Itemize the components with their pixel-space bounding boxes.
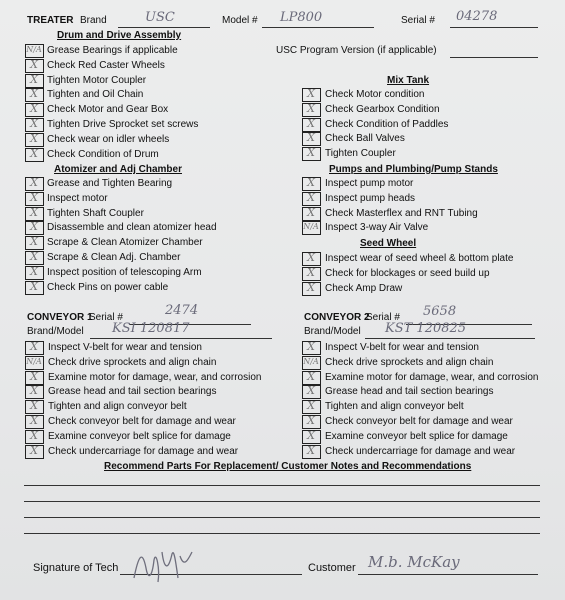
checkbox-mark: X bbox=[307, 369, 315, 383]
checkbox-mark: X bbox=[30, 220, 38, 234]
atomizer-item-label: Tighten Shaft Coupler bbox=[47, 207, 144, 219]
notes-line[interactable] bbox=[24, 517, 540, 518]
checkbox-mark: X bbox=[30, 250, 38, 263]
checkbox-mark: X bbox=[307, 443, 315, 457]
drum-item-label: Tighten Motor Coupler bbox=[47, 74, 147, 86]
model-value: LP800 bbox=[280, 10, 323, 25]
pumps-checkbox[interactable] bbox=[302, 192, 322, 205]
mix_tank-checkbox[interactable] bbox=[302, 118, 322, 131]
checkbox-mark: X bbox=[307, 87, 315, 100]
mix_tank-item-label: Tighten Coupler bbox=[325, 148, 396, 160]
conveyor1-item-label: Tighten and align conveyor belt bbox=[48, 401, 187, 413]
notes-line[interactable] bbox=[24, 485, 540, 486]
atomizer-item-label: Inspect position of telescoping Arm bbox=[47, 266, 202, 278]
checkbox-mark: X bbox=[30, 264, 38, 278]
conveyor2-item-label: Examine motor for damage, wear, and corrosion bbox=[325, 371, 539, 383]
conveyor1-item-label: Examine motor for damage, wear, and corrosion bbox=[48, 371, 262, 383]
brand-label: Brand bbox=[80, 15, 107, 26]
checkbox-mark: X bbox=[30, 190, 38, 204]
conveyor1-item-label: Inspect V-belt for wear and tension bbox=[48, 342, 202, 353]
seed_wheel-item-label: Check Amp Draw bbox=[325, 282, 403, 294]
mix_tank-checkbox[interactable] bbox=[302, 103, 322, 116]
conveyor2-serial-value: 5658 bbox=[423, 304, 457, 319]
notes-line[interactable] bbox=[24, 533, 540, 534]
checkbox-mark: X bbox=[30, 102, 38, 116]
conveyor2-serial-label: Serial # bbox=[366, 312, 400, 323]
atomizer-item-label: Scrape & Clean Atomizer Chamber bbox=[47, 237, 203, 249]
checkbox-mark: X bbox=[307, 146, 315, 160]
serial-label: Serial # bbox=[401, 15, 435, 26]
conveyor1-item-label: Examine conveyor belt splice for damage bbox=[48, 430, 231, 442]
checkbox-mark: X bbox=[307, 101, 315, 115]
signature-label: Signature of Tech bbox=[33, 562, 119, 574]
atomizer-checkbox[interactable] bbox=[25, 192, 45, 205]
checkbox-mark: X bbox=[30, 369, 38, 383]
mix_tank-checkbox[interactable] bbox=[302, 132, 322, 145]
conveyor2-item-label: Tighten and align conveyor belt bbox=[325, 401, 464, 413]
pumps-item-label: Inspect pump heads bbox=[325, 192, 416, 204]
conveyor1-checkbox[interactable] bbox=[25, 371, 45, 384]
mix_tank-checkbox[interactable] bbox=[302, 88, 322, 101]
checkbox-mark: X bbox=[30, 384, 38, 398]
serial-value: 04278 bbox=[456, 9, 498, 24]
drum-item-label: Check wear on idler wheels bbox=[47, 133, 170, 145]
conveyor2-checkbox[interactable] bbox=[302, 430, 322, 443]
pumps-checkbox[interactable] bbox=[302, 221, 322, 234]
checkbox-mark: X bbox=[30, 57, 38, 71]
treater-label: TREATER bbox=[27, 15, 74, 26]
drum-item-label: Tighten Drive Sprocket set screws bbox=[47, 119, 199, 130]
brand-value: USC bbox=[145, 10, 175, 25]
conveyor1-checkbox[interactable] bbox=[25, 385, 45, 398]
atomizer-checkbox[interactable] bbox=[25, 266, 45, 279]
drum-checkbox[interactable] bbox=[25, 74, 45, 87]
conveyor1-item-label: Grease head and tail section bearings bbox=[48, 386, 217, 398]
checkbox-mark: X bbox=[30, 340, 38, 353]
drum-item-label: Tighten and Oil Chain bbox=[47, 89, 144, 101]
conveyor2-item-label: Grease head and tail section bearings bbox=[325, 386, 494, 398]
drum-checkbox[interactable] bbox=[25, 148, 45, 161]
mix_tank-item-label: Check Gearbox Condition bbox=[325, 103, 440, 115]
checkbox-mark: X bbox=[30, 235, 38, 249]
pumps-title: Pumps and Plumbing/Pump Stands bbox=[329, 164, 498, 175]
conveyor1-brand-model-value: KSI 120817 bbox=[112, 321, 190, 336]
conveyor1-brand-model-label: Brand/Model bbox=[27, 326, 84, 337]
tech-signature-icon bbox=[128, 538, 198, 590]
conveyor2-checkbox[interactable] bbox=[302, 341, 322, 354]
checkbox-mark: X bbox=[307, 428, 315, 442]
pumps-item-label: Inspect pump motor bbox=[325, 178, 414, 189]
atomizer-section-title: Atomizer and Adj Chamber bbox=[54, 164, 182, 175]
seed_wheel-checkbox[interactable] bbox=[302, 282, 322, 295]
checkbox-mark: X bbox=[30, 443, 38, 457]
pumps-checkbox[interactable] bbox=[302, 207, 322, 220]
mix-tank-title: Mix Tank bbox=[387, 75, 430, 86]
atomizer-checkbox[interactable] bbox=[25, 207, 45, 220]
drum-item-label: Check Motor and Gear Box bbox=[47, 104, 169, 116]
checkbox-mark: X bbox=[307, 280, 315, 294]
atomizer-checkbox[interactable] bbox=[25, 236, 45, 249]
conveyor2-brand-model-label: Brand/Model bbox=[304, 326, 361, 337]
conveyor2-checkbox[interactable] bbox=[302, 385, 322, 398]
conveyor2-checkbox[interactable] bbox=[302, 356, 322, 369]
drum-checkbox[interactable] bbox=[25, 44, 45, 57]
conveyor2-checkbox[interactable] bbox=[302, 371, 322, 384]
checkbox-mark: X bbox=[307, 384, 315, 398]
drum-checkbox[interactable] bbox=[25, 118, 45, 131]
conveyor1-serial-label: Serial # bbox=[89, 312, 123, 323]
conveyor2-checkbox[interactable] bbox=[302, 400, 322, 413]
atomizer-item-label: Disassemble and clean atomizer head bbox=[47, 222, 217, 234]
drum-item-label: Check Red Caster Wheels bbox=[47, 59, 165, 71]
seed_wheel-item-label: Check for blockages or seed build up bbox=[325, 267, 490, 279]
conveyor2-title: CONVEYOR 2 bbox=[304, 312, 370, 323]
conveyor1-checkbox[interactable] bbox=[25, 400, 45, 413]
drum-checkbox[interactable] bbox=[25, 59, 45, 72]
conveyor2-item-label: Examine conveyor belt splice for damage bbox=[325, 430, 508, 442]
conveyor2-item-label: Check conveyor belt for damage and wear bbox=[325, 416, 513, 427]
conveyor1-checkbox[interactable] bbox=[25, 341, 45, 354]
pumps-item-label: Check Masterflex and RNT Tubing bbox=[325, 207, 478, 219]
atomizer-checkbox[interactable] bbox=[25, 221, 45, 234]
checkbox-mark: X bbox=[307, 414, 315, 427]
conveyor1-item-label: Check undercarriage for damage and wear bbox=[48, 445, 239, 457]
checkbox-mark: N/A bbox=[26, 356, 42, 366]
drum-checkbox[interactable] bbox=[25, 88, 45, 101]
conveyor2-brand-model-value: KST 120825 bbox=[385, 321, 467, 336]
conveyor1-checkbox[interactable] bbox=[25, 430, 45, 443]
conveyor2-item-label: Check undercarriage for damage and wear bbox=[325, 445, 516, 457]
atomizer-checkbox[interactable] bbox=[25, 281, 45, 294]
checkbox-mark: X bbox=[30, 279, 38, 293]
mix_tank-item-label: Check Motor condition bbox=[325, 89, 425, 100]
checkbox-mark: X bbox=[30, 399, 38, 413]
checkbox-mark: X bbox=[307, 340, 315, 353]
checkbox-mark: X bbox=[307, 251, 315, 264]
conveyor1-item-label: Check conveyor belt for damage and wear bbox=[48, 416, 236, 427]
pumps-checkbox[interactable] bbox=[302, 177, 322, 190]
seed-wheel-title: Seed Wheel bbox=[360, 238, 417, 249]
checkbox-mark: X bbox=[307, 265, 315, 279]
checkbox-mark: N/A bbox=[303, 356, 319, 366]
checkbox-mark: X bbox=[307, 131, 315, 145]
checkbox-mark: X bbox=[30, 117, 38, 130]
drum-item-label: Grease Bearings if applicable bbox=[47, 45, 178, 56]
mix_tank-item-label: Check Condition of Paddles bbox=[325, 118, 449, 130]
checkbox-mark: X bbox=[30, 146, 38, 160]
checkbox-mark: X bbox=[30, 72, 38, 86]
atomizer-item-label: Inspect motor bbox=[47, 192, 108, 204]
conveyor2-checkbox[interactable] bbox=[302, 445, 322, 458]
seed_wheel-checkbox[interactable] bbox=[302, 252, 322, 265]
notes-line[interactable] bbox=[24, 501, 540, 502]
seed_wheel-item-label: Inspect wear of seed wheel & bottom plate bbox=[325, 253, 514, 264]
conveyor2-checkbox[interactable] bbox=[302, 415, 322, 428]
atomizer-checkbox[interactable] bbox=[25, 251, 45, 264]
conveyor2-item-label: Check drive sprockets and align chain bbox=[325, 356, 494, 368]
program-version-label: USC Program Version (if applicable) bbox=[276, 45, 437, 56]
conveyor1-title: CONVEYOR 1 bbox=[27, 312, 93, 323]
atomizer-item-label: Grease and Tighten Bearing bbox=[47, 178, 173, 189]
drum-checkbox[interactable] bbox=[25, 103, 45, 116]
mix_tank-checkbox[interactable] bbox=[302, 147, 322, 160]
seed_wheel-checkbox[interactable] bbox=[302, 267, 322, 280]
checkbox-mark: X bbox=[30, 131, 38, 145]
drum-section-title: Drum and Drive Assembly bbox=[57, 30, 182, 41]
atomizer-item-label: Check Pins on power cable bbox=[47, 281, 169, 293]
conveyor1-serial-value: 2474 bbox=[165, 303, 199, 318]
drum-checkbox[interactable] bbox=[25, 133, 45, 146]
customer-signature: M.b. McKay bbox=[368, 553, 460, 571]
checkbox-mark: X bbox=[307, 116, 315, 130]
customer-label: Customer bbox=[308, 562, 356, 574]
conveyor2-item-label: Inspect V-belt for wear and tension bbox=[325, 342, 479, 353]
conveyor1-checkbox[interactable] bbox=[25, 356, 45, 369]
checkbox-mark: X bbox=[30, 87, 38, 101]
checkbox-mark: N/A bbox=[303, 222, 319, 232]
checkbox-mark: X bbox=[30, 176, 38, 189]
checkbox-mark: X bbox=[307, 176, 315, 189]
checkbox-mark: N/A bbox=[26, 45, 42, 54]
atomizer-item-label: Scrape & Clean Adj. Chamber bbox=[47, 252, 181, 263]
drum-item-label: Check Condition of Drum bbox=[47, 148, 159, 160]
conveyor1-item-label: Check drive sprockets and align chain bbox=[48, 356, 217, 368]
checkbox-mark: X bbox=[307, 399, 315, 413]
notes-title: Recommend Parts For Replacement/ Customer Notes and Recommendations bbox=[104, 461, 472, 472]
checkbox-mark: X bbox=[307, 205, 315, 219]
conveyor1-checkbox[interactable] bbox=[25, 415, 45, 428]
conveyor1-checkbox[interactable] bbox=[25, 445, 45, 458]
mix_tank-item-label: Check Ball Valves bbox=[325, 133, 405, 145]
checkbox-mark: X bbox=[30, 205, 38, 219]
customer-signature-line[interactable] bbox=[358, 574, 538, 575]
atomizer-checkbox[interactable] bbox=[25, 177, 45, 190]
checkbox-mark: X bbox=[307, 190, 315, 204]
pumps-item-label: Inspect 3-way Air Valve bbox=[325, 222, 429, 234]
model-label: Model # bbox=[222, 15, 258, 26]
checkbox-mark: X bbox=[30, 414, 38, 427]
checkbox-mark: X bbox=[30, 428, 38, 442]
